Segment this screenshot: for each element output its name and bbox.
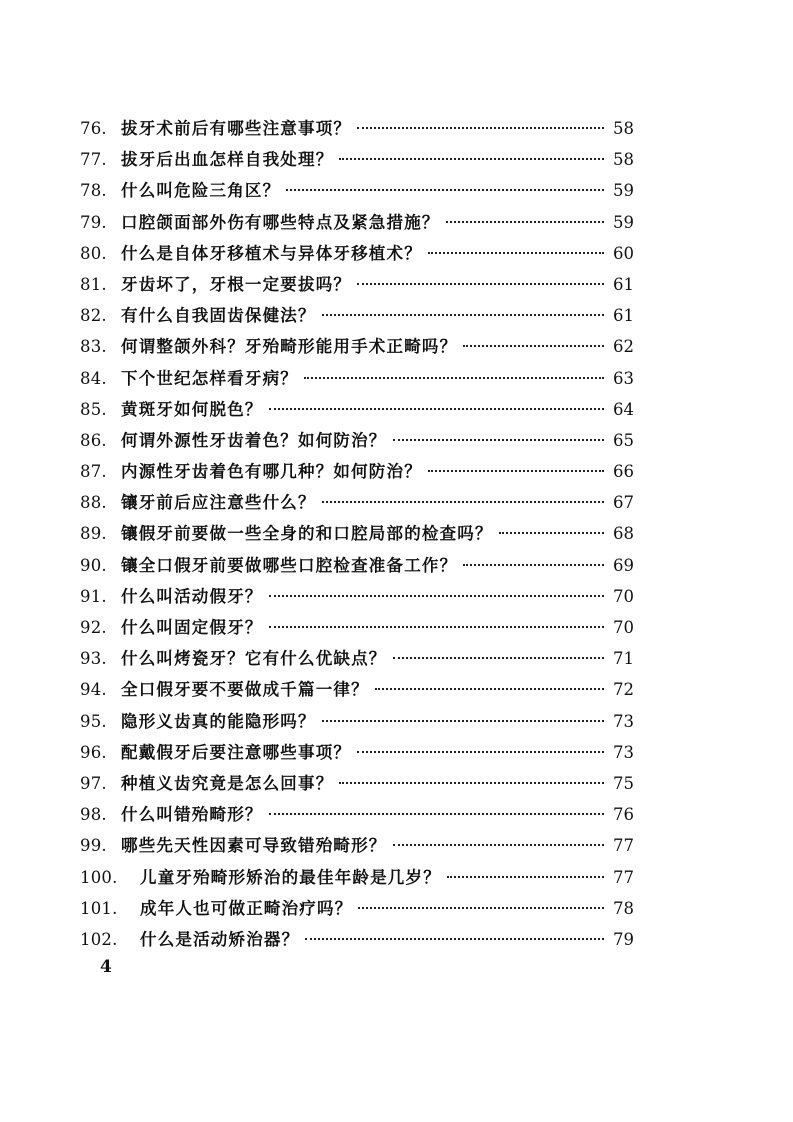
dot-leader bbox=[322, 720, 604, 722]
entry-page: 76 bbox=[613, 805, 634, 825]
page-number: 4 bbox=[100, 957, 112, 977]
toc-entry bbox=[80, 799, 634, 830]
entry-number: 94. bbox=[80, 680, 107, 700]
entry-number: 90. bbox=[80, 555, 107, 575]
entry-number: 80. bbox=[80, 243, 107, 263]
toc-entry bbox=[80, 144, 634, 175]
entry-page: 71 bbox=[613, 649, 634, 669]
entry-page: 75 bbox=[613, 773, 634, 793]
toc-entry bbox=[80, 487, 634, 518]
dot-leader bbox=[446, 221, 604, 223]
entry-title: 口腔颌面部外伤有哪些特点及紧急措施？ bbox=[121, 212, 440, 232]
dot-leader bbox=[304, 377, 604, 379]
entry-page: 72 bbox=[613, 680, 634, 700]
entry-number: 91. bbox=[80, 586, 107, 606]
entry-title: 镶全口假牙前要做哪些口腔检查准备工作？ bbox=[121, 555, 458, 575]
entry-title: 全口假牙要不要做成千篇一律？ bbox=[121, 680, 369, 700]
toc-entry bbox=[80, 394, 634, 425]
dot-leader bbox=[357, 127, 604, 129]
entry-title: 什么叫烤瓷牙？它有什么优缺点？ bbox=[121, 649, 387, 669]
toc-entry bbox=[80, 113, 634, 144]
toc-entry bbox=[80, 581, 634, 612]
toc-entry bbox=[80, 363, 634, 394]
entry-title: 哪些先天性因素可导致错殆畸形？ bbox=[121, 836, 387, 856]
toc-entry bbox=[80, 674, 634, 705]
dot-leader bbox=[447, 876, 604, 878]
toc-entry bbox=[80, 893, 634, 924]
entry-number: 87. bbox=[80, 462, 107, 482]
entry-title: 何谓外源性牙齿着色？如何防治？ bbox=[121, 430, 387, 450]
entry-title: 下个世纪怎样看牙病？ bbox=[121, 368, 298, 388]
entry-number: 101. bbox=[80, 898, 118, 918]
dot-leader bbox=[269, 595, 604, 597]
toc-entry bbox=[80, 425, 634, 456]
entry-number: 86. bbox=[80, 430, 107, 450]
entry-page: 68 bbox=[613, 524, 634, 544]
entry-title: 牙齿坏了，牙根一定要拔吗？ bbox=[121, 274, 352, 294]
dot-leader bbox=[375, 688, 604, 690]
dot-leader bbox=[499, 532, 604, 534]
dot-leader bbox=[269, 813, 604, 815]
entry-number: 77. bbox=[80, 150, 107, 170]
toc-entry bbox=[80, 518, 634, 549]
entry-number: 83. bbox=[80, 337, 107, 357]
entry-page: 79 bbox=[613, 929, 634, 949]
entry-number: 95. bbox=[80, 711, 107, 731]
dot-leader bbox=[322, 501, 604, 503]
toc-entry bbox=[80, 706, 634, 737]
toc-entry bbox=[80, 924, 634, 955]
dot-leader bbox=[269, 408, 604, 410]
dot-leader bbox=[286, 189, 604, 191]
toc-entry bbox=[80, 768, 634, 799]
toc-entry bbox=[80, 331, 634, 362]
toc-entry bbox=[80, 830, 634, 861]
entry-page: 77 bbox=[613, 836, 634, 856]
entry-title: 什么叫危险三角区？ bbox=[121, 181, 281, 201]
entry-number: 85. bbox=[80, 399, 107, 419]
dot-leader bbox=[339, 158, 604, 160]
entry-title: 镶假牙前要做一些全身的和口腔局部的检查吗？ bbox=[121, 524, 493, 544]
entry-page: 70 bbox=[613, 586, 634, 606]
entry-title: 内源性牙齿着色有哪几种？如何防治？ bbox=[121, 462, 422, 482]
entry-page: 73 bbox=[613, 711, 634, 731]
toc-entry bbox=[80, 238, 634, 269]
toc-entry bbox=[80, 643, 634, 674]
toc-entry bbox=[80, 456, 634, 487]
entry-number: 93. bbox=[80, 649, 107, 669]
entry-number: 82. bbox=[80, 306, 107, 326]
dot-leader bbox=[428, 252, 604, 254]
entry-title: 什么叫错殆畸形？ bbox=[121, 805, 263, 825]
entry-title: 什么是活动矫治器？ bbox=[140, 929, 300, 949]
toc-entry bbox=[80, 175, 634, 206]
entry-title: 种植义齿究竟是怎么回事？ bbox=[121, 773, 334, 793]
entry-page: 67 bbox=[613, 493, 634, 513]
entry-number: 97. bbox=[80, 773, 107, 793]
dot-leader bbox=[305, 938, 604, 940]
dot-leader bbox=[269, 626, 604, 628]
entry-number: 78. bbox=[80, 181, 107, 201]
entry-page: 70 bbox=[613, 618, 634, 637]
toc-entry bbox=[80, 269, 634, 300]
toc-entry bbox=[80, 737, 634, 768]
entry-title: 镶牙前后应注意些什么？ bbox=[121, 493, 316, 513]
entry-number: 99. bbox=[80, 836, 107, 856]
toc-entry bbox=[80, 550, 634, 581]
toc-entry bbox=[80, 862, 634, 893]
entry-page: 73 bbox=[613, 742, 634, 762]
entry-page: 64 bbox=[613, 399, 634, 419]
entry-page: 61 bbox=[613, 306, 634, 326]
dot-leader bbox=[463, 564, 604, 566]
entry-page: 77 bbox=[613, 867, 634, 887]
entry-number: 88. bbox=[80, 493, 107, 513]
entry-page: 61 bbox=[613, 274, 634, 294]
dot-leader bbox=[322, 314, 604, 316]
entry-title: 什么是自体牙移植术与异体牙移植术？ bbox=[121, 243, 422, 263]
entry-page: 62 bbox=[613, 337, 634, 357]
table-of-contents bbox=[80, 113, 634, 955]
entry-title: 配戴假牙后要注意哪些事项？ bbox=[121, 742, 352, 762]
entry-number: 100. bbox=[80, 867, 118, 887]
entry-title: 隐形义齿真的能隐形吗？ bbox=[121, 711, 316, 731]
entry-page: 69 bbox=[613, 555, 634, 575]
entry-number: 79. bbox=[80, 212, 107, 232]
entry-number: 98. bbox=[80, 805, 107, 825]
entry-number: 76. bbox=[80, 119, 107, 138]
dot-leader bbox=[393, 439, 605, 441]
dot-leader bbox=[463, 345, 604, 347]
entry-title: 何谓整颌外科？牙殆畸形能用手术正畸吗？ bbox=[121, 337, 458, 357]
entry-number: 89. bbox=[80, 524, 107, 544]
toc-entry bbox=[80, 207, 634, 238]
entry-number: 92. bbox=[80, 618, 107, 637]
dot-leader bbox=[358, 907, 604, 909]
entry-title: 拔牙术前后有哪些注意事项？ bbox=[121, 119, 352, 138]
entry-page: 78 bbox=[613, 898, 634, 918]
entry-page: 60 bbox=[613, 243, 634, 263]
entry-page: 66 bbox=[613, 462, 634, 482]
entry-title: 儿童牙殆畸形矫治的最佳年龄是几岁？ bbox=[140, 867, 441, 887]
dot-leader bbox=[357, 751, 604, 753]
entry-number: 81. bbox=[80, 274, 107, 294]
entry-page: 59 bbox=[613, 212, 634, 232]
entry-title: 黄斑牙如何脱色？ bbox=[121, 399, 263, 419]
entry-page: 63 bbox=[613, 368, 634, 388]
entry-page: 58 bbox=[613, 150, 634, 170]
dot-leader bbox=[428, 470, 604, 472]
entry-title: 成年人也可做正畸治疗吗？ bbox=[140, 898, 353, 918]
dot-leader bbox=[339, 782, 604, 784]
entry-page: 59 bbox=[613, 181, 634, 201]
entry-page: 58 bbox=[613, 119, 634, 138]
dot-leader bbox=[357, 283, 604, 285]
entry-number: 102. bbox=[80, 929, 118, 949]
entry-title: 什么叫固定假牙？ bbox=[121, 618, 263, 637]
toc-entry bbox=[80, 612, 634, 643]
entry-page: 65 bbox=[613, 430, 634, 450]
entry-title: 拔牙后出血怎样自我处理？ bbox=[121, 150, 334, 170]
entry-title: 有什么自我固齿保健法？ bbox=[121, 306, 316, 326]
toc-entry bbox=[80, 300, 634, 331]
dot-leader bbox=[393, 844, 605, 846]
dot-leader bbox=[393, 657, 605, 659]
entry-number: 96. bbox=[80, 742, 107, 762]
entry-number: 84. bbox=[80, 368, 107, 388]
entry-title: 什么叫活动假牙？ bbox=[121, 586, 263, 606]
